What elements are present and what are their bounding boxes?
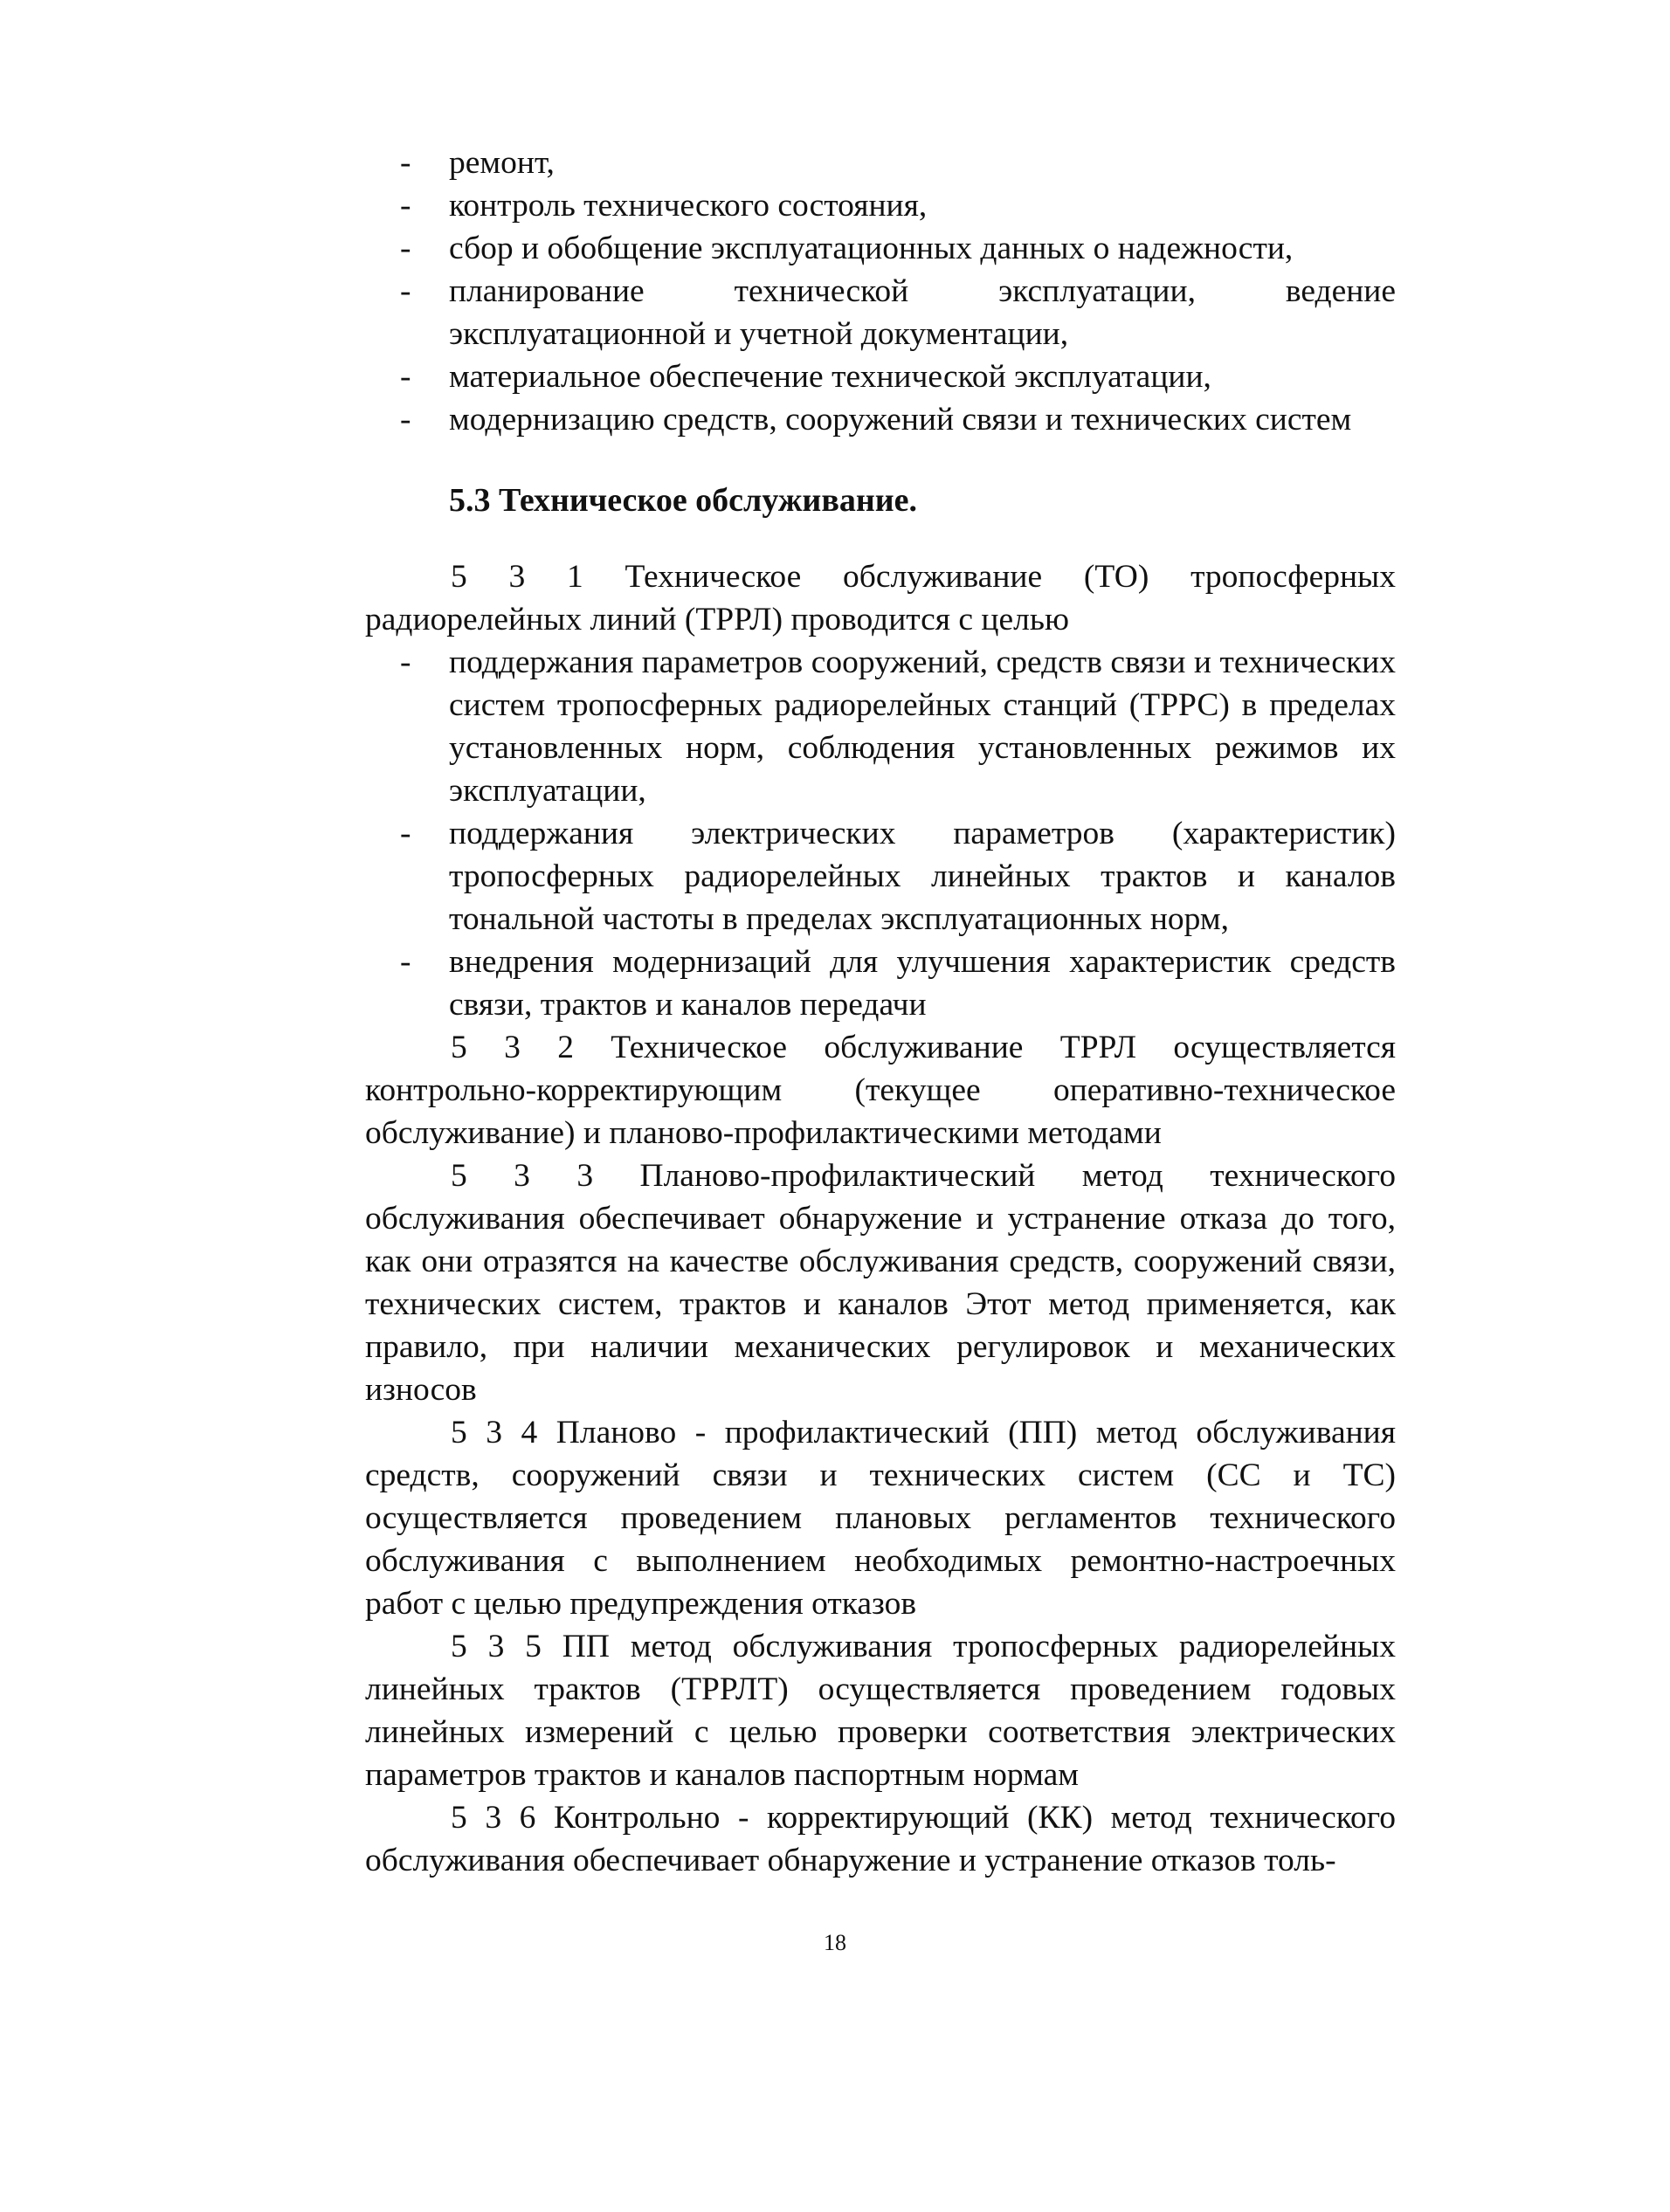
paragraph-5-3-1: 5 3 1 Техническое обслуживание (ТО) тропосферных радиорелейных линий (ТРРЛ) проводится с целью <box>365 559 1396 637</box>
paragraph-5-3-3: 5 3 3 Планово-профилактический метод технического обслуживания обеспечивает обнаружение и устранение отказа до того, как они отразятся на качестве обслуживания средств, сооружений связи, технических систем, трактов и каналов Этот метод применяется, как правило, при наличии механических регулировок и механических износов <box>365 1158 1396 1408</box>
document-page <box>365 141 1396 1882</box>
section-heading: 5.3 Техническое обслуживание. <box>449 482 917 519</box>
paragraph-5-3-6: 5 3 6 Контрольно - корректирующий (КК) метод технического обслуживания обеспечивает обнаружение и устранение отказов толь- <box>365 1800 1396 1878</box>
list-item: - материальное обеспечение технической эксплуатации, <box>365 355 1396 398</box>
paragraph-5-3-5: 5 3 5 ПП метод обслуживания тропосферных радиорелейных линейных трактов (ТРРЛТ) осуществляется проведением годовых линейных измерений с целью проверки соответствия электрических параметров трактов и каналов паспортным нормам <box>365 1629 1396 1793</box>
list-item: - контроль технического состояния, <box>365 184 1396 227</box>
list-item: - сбор и обобщение эксплуатационных данных о надежности, <box>365 227 1396 270</box>
list-item: - внедрения модернизаций для улучшения характеристик средств связи, трактов и каналов передачи <box>365 941 1396 1026</box>
maintenance-tasks-list <box>365 141 1396 441</box>
page-number: 18 <box>824 1930 846 1955</box>
paragraph-5-3-2: 5 3 2 Техническое обслуживание ТРРЛ осуществляется контрольно-корректирующим (текущее оперативно-техническое обслуживание) и планово-профилактическими методами <box>365 1030 1396 1151</box>
paragraph-5-3-4: 5 3 4 Планово - профилактический (ПП) метод обслуживания средств, сооружений связи и технических систем (СС и ТС) осуществляется проведением плановых регламентов технического обслуживания с выполнением необходимых ремонтно-настроечных работ с целью предупреждения отказов <box>365 1415 1396 1622</box>
list-item: - ремонт, <box>365 141 1396 184</box>
list-item: - поддержания электрических параметров (характеристик) тропосферных радиорелейных линейных трактов и каналов тональной частоты в пределах эксплуатационных норм, <box>365 812 1396 941</box>
list-item: - планирование технической эксплуатации, ведение эксплуатационной и учетной документации, <box>365 270 1396 355</box>
maintenance-goals-list <box>365 641 1396 1026</box>
list-item: - поддержания параметров сооружений, средств связи и технических систем тропосферных радиорелейных станций (ТРРС) в пределах установленных норм, соблюдения установленных режимов их эксплуатации, <box>365 641 1396 812</box>
list-item: - модернизацию средств, сооружений связи и технических систем <box>365 398 1396 441</box>
